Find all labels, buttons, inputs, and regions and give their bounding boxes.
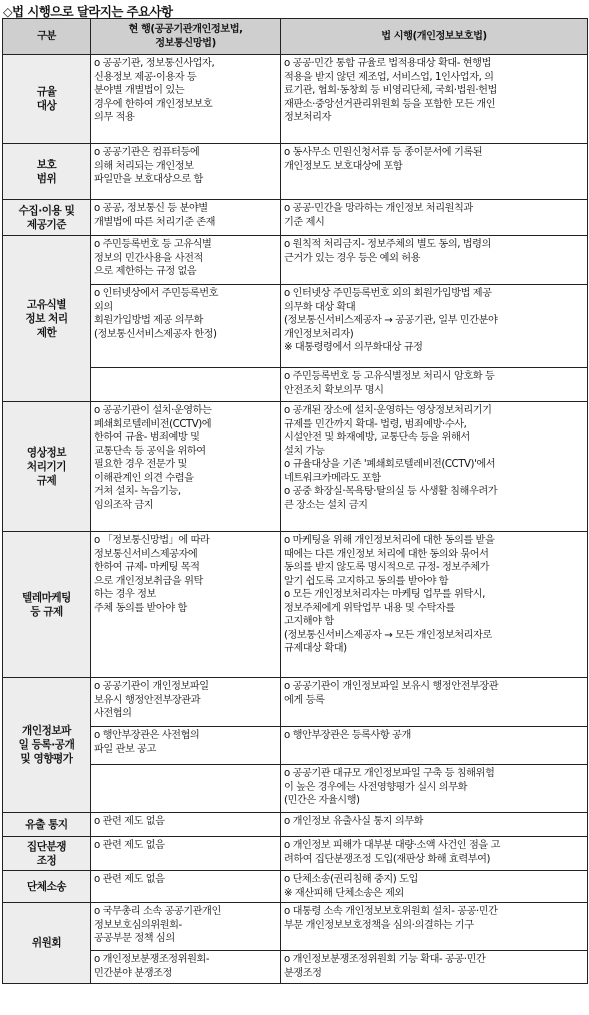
new-law-cell <box>281 871 588 903</box>
text-line: 필요한 경우 전문가 및 <box>94 459 187 470</box>
text-line: 규제 <box>36 474 57 487</box>
table-row <box>3 532 588 678</box>
text-line: 정보의 민간사용을 사전적 <box>94 252 203 264</box>
text-line: 사전협의 <box>94 708 132 719</box>
text-line: o 관련 제도 없음 <box>94 874 165 885</box>
current-law-cell <box>91 532 281 678</box>
new-law-cell <box>281 813 588 837</box>
text-line: 설치 가능 <box>284 445 325 457</box>
table-row <box>3 951 588 984</box>
text-line: 신용정보 제공·이용자 등 <box>94 71 197 83</box>
current-law-cell <box>91 765 281 813</box>
text-line: 고지해야 함 <box>284 616 334 627</box>
text-line: 일 등록·공개 <box>18 739 75 751</box>
text-line: 정보처리자 <box>284 112 331 123</box>
text-line: o 공중 화장실·목욕탕·탈의실 등 사생활 침해우려가 <box>284 486 498 497</box>
text-line: 재판소·중앙선거관리위원회 등을 포함한 모든 개인 <box>284 98 496 110</box>
new-law-cell <box>281 402 588 532</box>
text-line: 으로 개인정보취급을 위탁 <box>94 575 203 587</box>
text-line: 보호 <box>36 158 57 171</box>
current-law-cell <box>91 55 281 144</box>
new-law-cell <box>281 837 588 871</box>
header-category: 구분 <box>3 19 91 55</box>
current-law-cell <box>91 200 281 236</box>
text-line: 거쳐 설치- 녹음기능, <box>94 486 181 497</box>
text-line: 제한 <box>36 326 57 339</box>
text-line: 고유식별 <box>26 298 67 311</box>
text-line: 수집·이용 및 <box>18 204 75 217</box>
text-line: 료기관, 협회·동창회 등 비영리단체, 국회·법원·헌법 <box>284 85 497 96</box>
text-line: 에게 등록 <box>284 694 325 706</box>
new-law-cell <box>281 951 588 984</box>
text-line: o 공공기관이 개인정보파일 <box>94 681 209 692</box>
text-line: (민간은 자율시행) <box>284 795 360 806</box>
text-line: o 공공·민간 통합 규율로 법적용대상 확대- 현행법 <box>284 58 491 69</box>
text-line: o 행안부장관은 등록사항 공개 <box>284 730 411 741</box>
text-line: 의무 적용 <box>94 112 135 123</box>
category-cell <box>3 903 91 984</box>
text-line: o 인터넷상에서 주민등록번호 <box>94 288 219 299</box>
text-line: o 공공기관이 개인정보파일 보유시 행정안전부장관 <box>284 681 499 692</box>
text-line: o 관련 제도 없음 <box>94 840 165 851</box>
document-title: ◇법 시행으로 달라지는 주요사항 <box>3 4 173 19</box>
text-line: 조정 <box>36 854 57 867</box>
text-line: 분야별 개별법이 있는 <box>94 85 185 96</box>
text-line: o 규율대상을 기존 '폐쇄회로텔레비전(CCTV)'에서 <box>284 459 496 470</box>
text-line: 분쟁조정 <box>284 967 322 979</box>
text-line: o 「정보통신망법」에 따라 <box>94 535 210 546</box>
text-line: o 관련 제도 없음 <box>94 816 165 827</box>
text-line: o 공공, 정보통신 등 분야별 <box>94 203 208 214</box>
text-line: 의무화 대상 확대 <box>284 301 356 313</box>
category-cell <box>3 813 91 837</box>
text-line: 폐쇄회로텔레비전(CCTV)에 <box>94 418 212 430</box>
text-line: 정보보호심의위원회- <box>94 919 182 931</box>
table-row <box>3 200 588 236</box>
text-line: o 개인정보분쟁조정위원회 기능 확대- 공공·민간 <box>284 954 486 965</box>
table-body <box>3 55 588 984</box>
new-law-cell <box>281 765 588 813</box>
table-row <box>3 813 588 837</box>
current-law-cell <box>91 402 281 532</box>
table-row <box>3 678 588 727</box>
category-cell <box>3 532 91 678</box>
current-law-cell <box>91 368 281 402</box>
comparison-table <box>2 18 588 984</box>
text-line: 개별법에 따른 처리기준 존재 <box>94 216 216 228</box>
text-line: o 공공기관은 컴퓨터등에 <box>94 147 200 158</box>
new-law-cell <box>281 678 588 727</box>
text-line: 한하여 규제- 마케팅 목적 <box>94 562 200 573</box>
text-line: 영상정보 <box>26 446 67 459</box>
text-line: 규율 <box>36 86 57 98</box>
category-cell <box>3 55 91 144</box>
current-law-cell <box>91 285 281 368</box>
table-row <box>3 55 588 144</box>
text-line: o 국무총리 소속 공공기관개인 <box>94 906 221 917</box>
table-row <box>3 903 588 951</box>
text-line: 부문 개인정보보호정책을 심의·의결하는 기구 <box>284 919 474 931</box>
text-line: 정보 처리 <box>25 312 68 325</box>
text-line: 이 높은 경우에는 사전영향평가 실시 의무화 <box>284 781 467 793</box>
text-line: (정보통신서비스제공자 → 공공기관, 일부 민간분야 <box>284 315 498 326</box>
current-law-cell <box>91 678 281 727</box>
text-line: o 공공·민간을 망라하는 개인정보 처리원칙과 <box>284 203 473 214</box>
text-line: 동의를 받지 않도록 명시적으로 규정- 정보주체가 <box>284 562 489 573</box>
category-cell <box>3 402 91 532</box>
text-line: (정보통신서비스제공자 한정) <box>94 328 217 340</box>
text-line: 때에는 다른 개인정보 처리에 대한 동의와 묶어서 <box>284 548 489 560</box>
text-line: 기준 제시 <box>284 216 325 228</box>
text-line: 텔레마케팅 <box>22 591 71 604</box>
text-line: (정보통신서비스제공자 → 모든 개인정보처리자로 <box>284 629 492 641</box>
table-row <box>3 765 588 813</box>
text-line: 의해 처리되는 개인정보 <box>94 160 194 172</box>
current-law-cell <box>91 144 281 200</box>
new-law-cell <box>281 55 588 144</box>
text-line: o 공공기관이 설치·운영하는 <box>94 405 212 416</box>
text-line: 적용을 받지 않던 제조업, 서비스업, 1인사업자, 의 <box>284 71 494 83</box>
table-row <box>3 402 588 532</box>
text-line: 외의 <box>94 301 113 313</box>
header-row <box>3 19 588 55</box>
category-cell <box>3 837 91 871</box>
text-line: ※ 재산피해 단체소송은 제외 <box>284 887 404 899</box>
text-line: 위원회 <box>31 937 62 949</box>
table-row <box>3 236 588 285</box>
text-line: 제공기준 <box>26 218 67 231</box>
category-cell <box>3 678 91 813</box>
text-line: 유출 통지 <box>25 818 68 831</box>
text-line: o 대통령 소속 개인정보보호위원회 설치- 공공·민간 <box>284 906 498 917</box>
text-line: o 단체소송(권리침해 중지) 도입 <box>284 874 418 885</box>
text-line: 안전조치 확보의무 명시 <box>284 384 384 396</box>
text-line: 큰 장소는 설치 금지 <box>284 499 368 511</box>
current-law-cell <box>91 871 281 903</box>
text-line: 집단분쟁 <box>26 840 67 853</box>
current-law-cell <box>91 236 281 285</box>
text-line: 한하여 규율- 범죄예방 및 <box>94 432 200 443</box>
text-line: o 주민등록번호 등 고유식별정보 처리시 암호화 등 <box>284 371 495 382</box>
current-law-cell <box>91 727 281 765</box>
text-line: 단체소송 <box>26 880 67 893</box>
text-line: o 모든 개인정보처리자는 마케팅 업무를 위탁시, <box>284 589 485 600</box>
text-line: o 마케팅을 위해 개인정보처리에 대한 동의를 받을 <box>284 535 495 546</box>
text-line: o 원칙적 처리금지- 정보주체의 별도 동의, 법령의 <box>284 239 491 250</box>
text-line: 알기 쉽도록 고지하고 동의를 받아야 함 <box>284 575 449 587</box>
text-line: 공공부문 정책 심의 <box>94 933 175 944</box>
text-line: 회원가입방법 제공 의무화 <box>94 315 203 326</box>
current-law-cell <box>91 813 281 837</box>
category-cell <box>3 200 91 236</box>
text-line: 파일만을 보호대상으로 함 <box>94 174 203 185</box>
new-law-cell <box>281 144 588 200</box>
category-cell <box>3 144 91 200</box>
new-law-cell <box>281 285 588 368</box>
text-line: 보유시 행정안전부장관과 <box>94 694 201 706</box>
text-line: 규제대상 확대) <box>284 643 347 654</box>
text-line: 교통단속 등 공익을 위하여 <box>94 445 206 457</box>
text-line: o 동사무소 민원신청서류 등 종이문서에 기록된 <box>284 147 483 158</box>
text-line: 하는 경우 정보 <box>94 589 156 600</box>
new-law-cell <box>281 200 588 236</box>
text-line: 근거가 있는 경우 등은 예외 허용 <box>284 252 421 264</box>
new-law-cell <box>281 903 588 951</box>
text-line: 개인정보도 보호대상에 포함 <box>284 160 403 172</box>
text-line: 규제를 민간까지 확대- 법령, 범죄예방·수사, <box>284 418 467 430</box>
text-line: 경우에 한하여 개인정보보호 <box>94 98 213 110</box>
text-line: 임의조작 금지 <box>94 499 154 511</box>
text-line: o 행안부장관은 사전협의 <box>94 730 200 741</box>
header-current-law: 현 행(공공기관개인정보법, 정보통신망법) <box>91 19 281 55</box>
table-row <box>3 144 588 200</box>
new-law-cell <box>281 368 588 402</box>
text-line: 처리기기 <box>26 460 67 473</box>
new-law-cell <box>281 727 588 765</box>
text-line: o 인터넷상 주민등록번호 외의 회원가입방법 제공 <box>284 288 492 299</box>
category-cell <box>3 871 91 903</box>
new-law-cell <box>281 532 588 678</box>
text-line: o 개인정보 피해가 대부분 대량·소액 사건인 점을 고 <box>284 840 500 851</box>
table-row <box>3 368 588 402</box>
text-line: 이해관계인 의견 수렴을 <box>94 472 194 484</box>
table-row <box>3 285 588 368</box>
current-law-cell <box>91 951 281 984</box>
text-line: 정보통신서비스제공자에 <box>94 548 198 560</box>
text-line: 파일 관보 공고 <box>94 743 156 755</box>
current-law-cell <box>91 837 281 871</box>
table-row <box>3 871 588 903</box>
text-line: o 개인정보분쟁조정위원회- <box>94 954 210 965</box>
text-line: o 공개된 장소에 설치·운영하는 영상정보처리기기 <box>284 405 492 416</box>
text-line: o 주민등록번호 등 고유식별 <box>94 239 212 250</box>
text-line: 려하여 집단분쟁조정 도입(재판상 화해 효력부여) <box>284 853 491 865</box>
text-line: 정보주체에게 위탁업무 내용 및 수탁자를 <box>284 602 455 614</box>
text-line: o 공공기관, 정보통신사업자, <box>94 58 215 69</box>
table-row <box>3 727 588 765</box>
text-line: o 공공기관 대규모 개인정보파일 구축 등 침해위험 <box>284 768 495 779</box>
text-line: 주체 동의를 받아야 함 <box>94 602 187 614</box>
text-line: 민간분야 분쟁조정 <box>94 967 172 979</box>
text-line: 으로 제한하는 규정 없음 <box>94 266 197 277</box>
category-cell <box>3 236 91 402</box>
text-line: 네트워크카메라도 포함 <box>284 472 381 484</box>
current-law-cell <box>91 903 281 951</box>
text-line: 및 영향평가 <box>20 753 73 765</box>
table-row <box>3 837 588 871</box>
text-line: ※ 대통령령에서 의무화대상 규정 <box>284 342 423 353</box>
text-line: 개인정보파 <box>22 725 71 737</box>
text-line: 범위 <box>36 172 57 185</box>
header-new-law: 법 시행(개인정보보호법) <box>281 19 588 55</box>
text-line: 등 규제 <box>30 605 63 618</box>
text-line: 대상 <box>36 100 57 112</box>
text-line: 시설안전 및 화재예방, 교통단속 등을 위해서 <box>284 432 470 443</box>
text-line: o 개인정보 유출사실 통지 의무화 <box>284 816 424 827</box>
new-law-cell <box>281 236 588 285</box>
text-line: 개인정보처리자) <box>284 328 354 340</box>
